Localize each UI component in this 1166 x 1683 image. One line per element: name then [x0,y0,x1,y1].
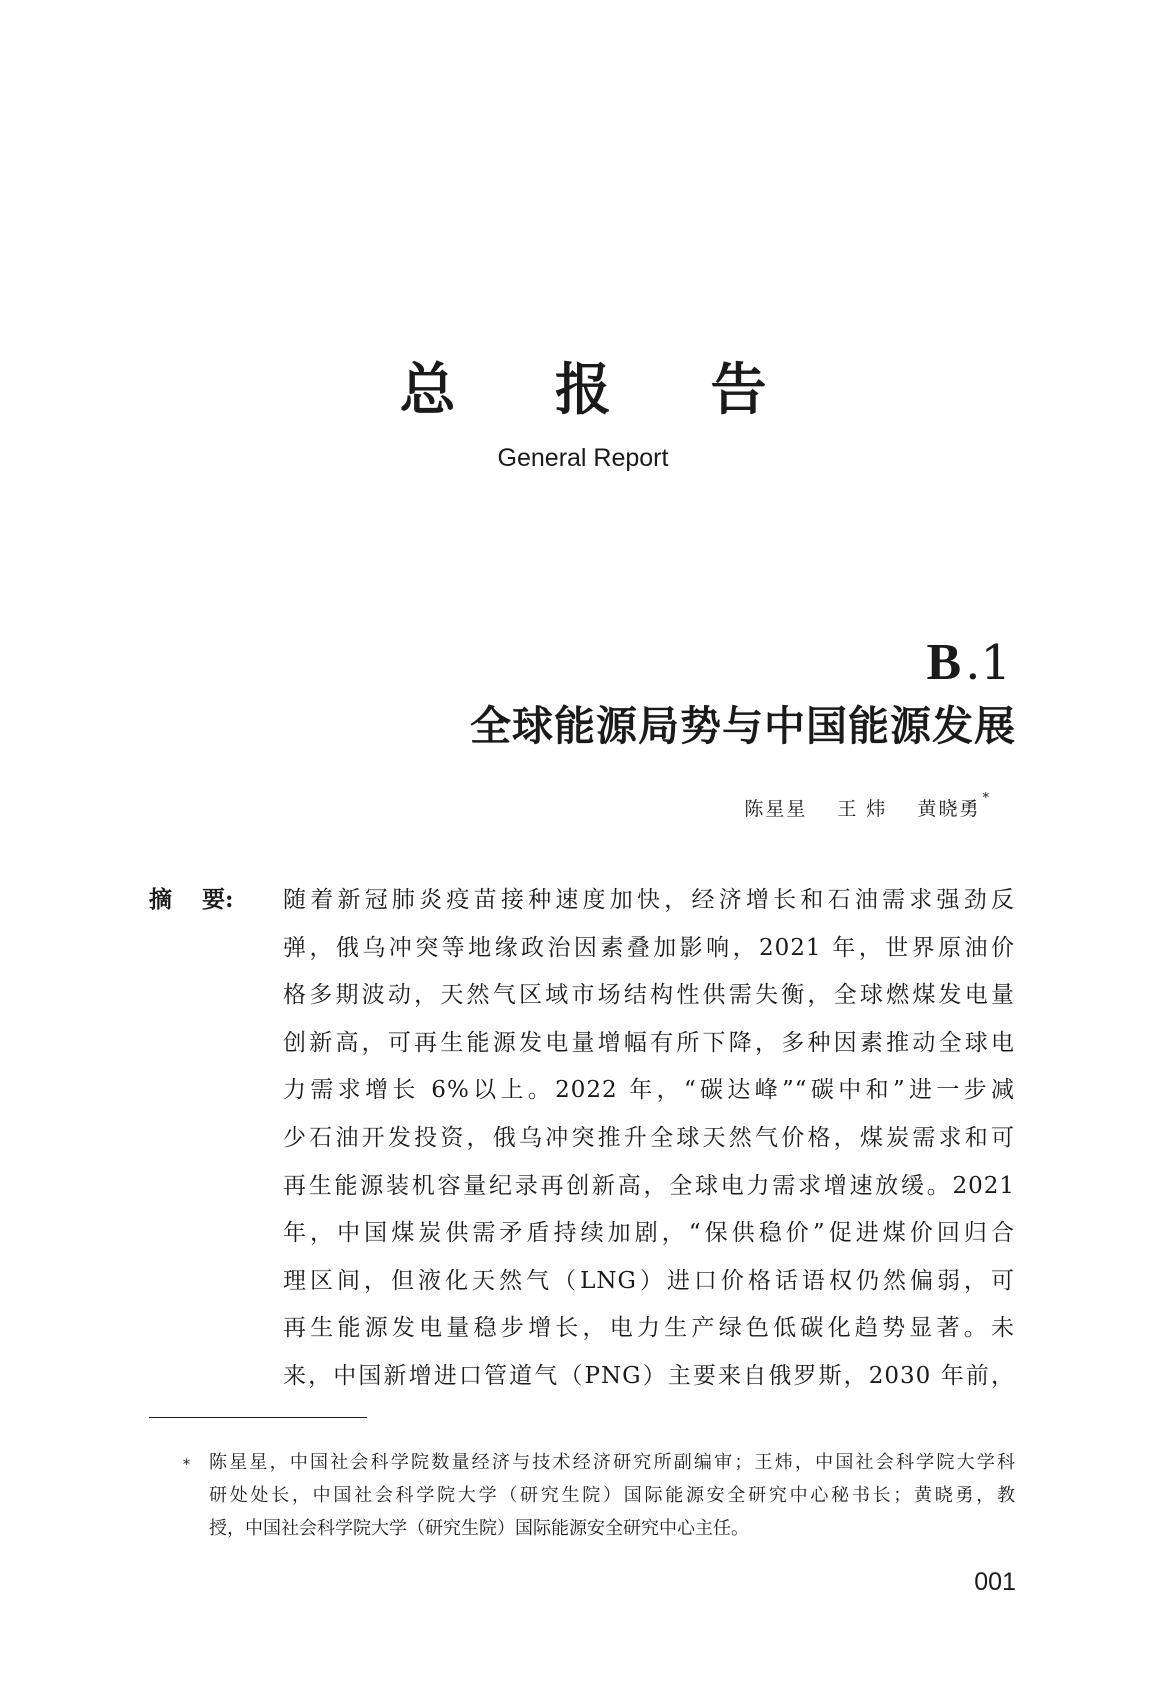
footnote-marker: * [183,1457,190,1473]
page-number: 001 [974,1568,1016,1596]
chapter-number [926,634,1011,691]
chapter-letter: B [926,634,962,691]
author-name: 王 炜 [837,798,888,821]
abstract-body [283,882,1015,1406]
footnote [183,1446,1015,1545]
footnote-line: 陈星星，中国社会科学院数量经济与技术经济研究所副编审；王炜，中国社会科学院大学科 [209,1452,1015,1473]
author-list [722,791,991,821]
abstract-line: 创新高，可再生能源发电量增幅有所下降，多种因素推动全球电 [283,1029,1015,1056]
abstract-line: 格多期波动，天然气区域市场结构性供需失衡，全球燃煤发电量 [283,982,1015,1009]
abstract-line: 力需求增长 6%以上。2022 年，“碳达峰”“碳中和”进一步减 [283,1077,1015,1104]
abstract-line: 随着新冠肺炎疫苗接种速度加快，经济增长和石油需求强劲反 [283,887,1015,913]
abstract-line: 再生能源装机容量纪录再创新高，全球电力需求增速放缓。2021 [283,1172,1015,1199]
abstract-label: 摘 要: [149,886,234,913]
chapter-title: 全球能源局势与中国能源发展 [470,702,1016,750]
author-name: 黄晓勇 * [917,791,991,821]
abstract-line: 再生能源发电量稳步增长，电力生产绿色低碳化趋势显著。未 [283,1315,1015,1342]
chapter-digit: .1 [965,635,1011,691]
abstract-line: 理区间，但液化天然气（LNG）进口价格话语权仍然偏弱，可 [283,1267,1015,1294]
author-name: 陈星星 [744,798,808,821]
footnote-line: 研处处长，中国社会科学院大学（研究生院）国际能源安全研究中心秘书长；黄晓勇，教 [209,1485,1015,1506]
footnote-line: 授，中国社会科学院大学（研究生院）国际能源安全研究中心主任。 [209,1518,749,1539]
abstract-line: 年，中国煤炭供需矛盾持续加剧，“保供稳价”促进煤价回归合 [283,1220,1015,1247]
section-title: 总 报 告 [399,357,807,423]
abstract-line: 少石油开发投资，俄乌冲突推升全球天然气价格，煤炭需求和可 [283,1124,1015,1151]
footnote-marker: * [982,791,991,806]
abstract-line: 来，中国新增进口管道气（PNG）主要来自俄罗斯，2030 年前， [283,1362,1015,1389]
footnote-divider [149,1417,367,1418]
abstract-line: 弹，俄乌冲突等地缘政治因素叠加影响，2021 年，世界原油价 [283,934,1015,961]
section-subtitle: General Report [497,444,669,472]
